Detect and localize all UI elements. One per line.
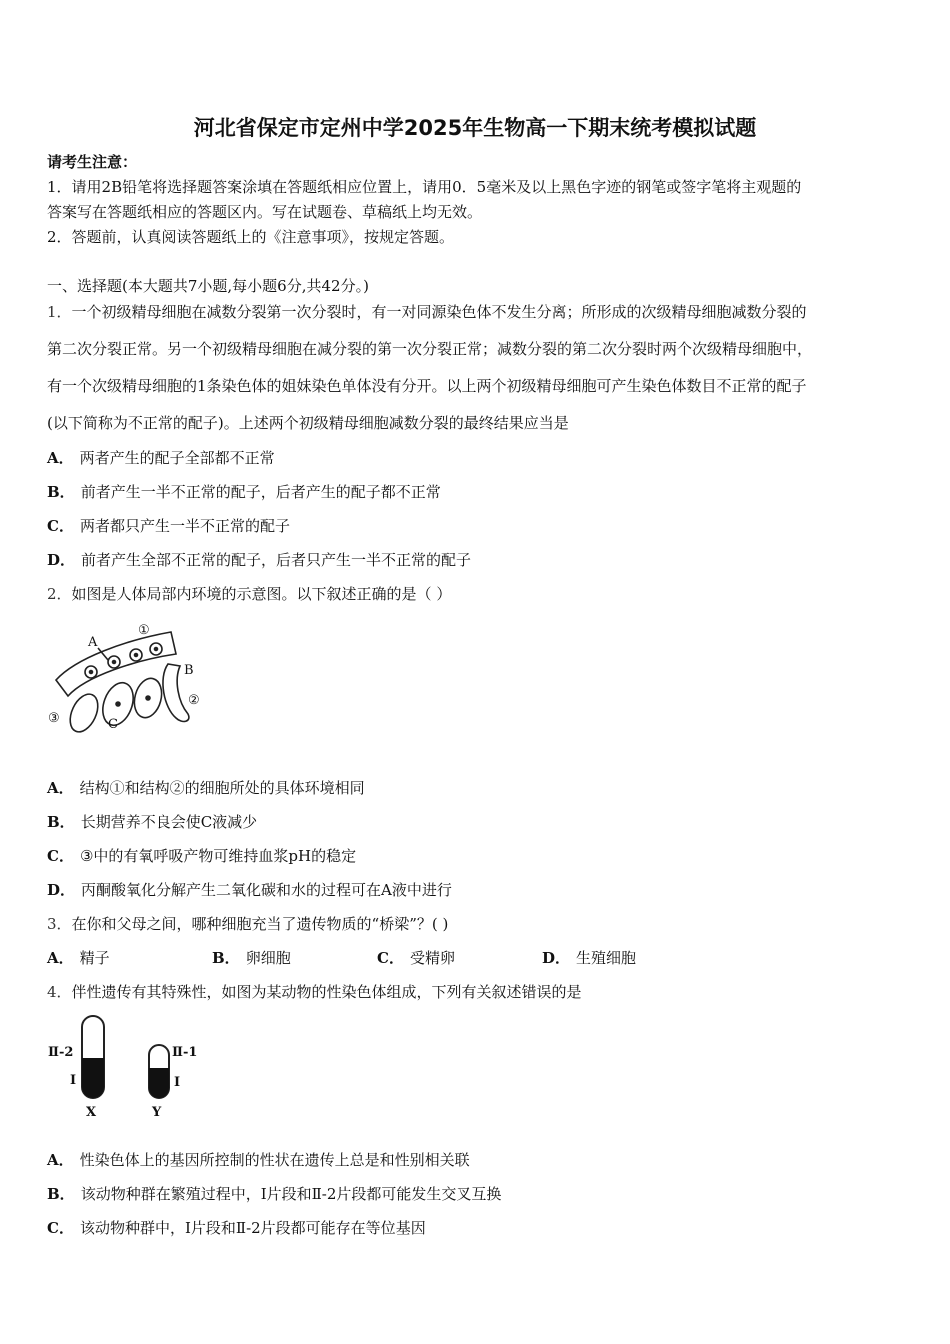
question-3-stem (47, 914, 448, 934)
q3-option-c[interactable]: C． 受精卵 (377, 949, 455, 967)
label-b: B (184, 663, 194, 678)
q2-option-c[interactable]: C． ③中的有氧呼吸产物可维持血浆pH的稳定 (47, 847, 357, 865)
question-1-line-4: (以下简称为不正常的配子)。上述两个初级精母细胞减数分裂的最终结果应当是 (47, 414, 569, 432)
q3-option-d[interactable]: D． 生殖细胞 (542, 949, 637, 967)
q4-option-b[interactable]: B． 该动物种群在繁殖过程中，Ⅰ片段和Ⅱ-2片段都可能发生交叉互换 (47, 1185, 502, 1203)
question-1-line-1 (47, 302, 807, 322)
q3-option-b[interactable]: B． 卵细胞 (212, 949, 291, 967)
section-heading: 一、选择题(本大题共7小题,每小题6分,共42分。) (47, 277, 369, 295)
label-3: ③ (48, 711, 60, 726)
q4-option-a[interactable]: A． 性染色体上的基因所控制的性状在遗传上总是和性别相关联 (47, 1151, 470, 1169)
q2-option-a[interactable]: A． 结构①和结构②的细胞所处的具体环境相同 (47, 779, 365, 797)
question-1-line-3: 有一个次级精母细胞的1条染色体的姐妹染色单体没有分开。以上两个初级精母细胞可产生染色体数目不正常的配子 (47, 377, 807, 395)
notice-line-2: 答案写在答题纸相应的答题区内。写在试题卷、草稿纸上均无效。 (47, 203, 483, 221)
label-y: Y (152, 1105, 162, 1120)
question-4-stem (47, 982, 582, 1002)
label-ii-2: Ⅱ-2 (48, 1045, 74, 1060)
q2-option-b[interactable]: B． 长期营养不良会使C液减少 (47, 813, 258, 831)
label-i-right: Ⅰ (174, 1075, 181, 1090)
label-x: X (86, 1105, 97, 1120)
q1-option-d[interactable]: D． 前者产生全部不正常的配子，后者只产生一半不正常的配子 (47, 551, 472, 569)
question-text: 在你和父母之间，哪种细胞充当了遗传物质的“桥梁”？( ) (71, 915, 449, 933)
q2-option-d[interactable]: D． 丙酮酸氧化分解产生二氧化碳和水的过程可在A液中进行 (47, 881, 452, 899)
question-1-line-2: 第二次分裂正常。另一个初级精母细胞在减分裂的第一次分裂正常；减数分裂的第二次分裂时两个次级精母细胞中， (47, 340, 813, 358)
notice-line-1: 1．请用2B铅笔将选择题答案涂填在答题纸相应位置上，请用0．5毫米及以上黑色字迹的钢笔或签字笔将主观题的 (47, 178, 802, 196)
sex-chromosome-diagram (46, 1012, 216, 1120)
q1-option-a[interactable]: A． 两者产生的配子全部都不正常 (47, 449, 275, 467)
question-number: 1． (47, 303, 72, 321)
label-2: ② (188, 693, 200, 708)
question-text: 如图是人体局部内环境的示意图。以下叙述正确的是（ ） (71, 585, 452, 603)
label-i-left: Ⅰ (70, 1073, 77, 1088)
question-number: 2． (47, 585, 72, 603)
q3-option-a[interactable]: A． 精子 (47, 949, 110, 967)
label-c: C (108, 717, 118, 732)
question-2-stem (47, 584, 451, 604)
label-ii-1: Ⅱ-1 (172, 1045, 198, 1060)
question-number: 3． (47, 915, 72, 933)
q1-option-b[interactable]: B． 前者产生一半不正常的配子，后者产生的配子都不正常 (47, 483, 441, 501)
question-text: 一个初级精母细胞在减数分裂第一次分裂时，有一对同源染色体不发生分离；所形成的次级精母细胞减数分裂的 (71, 303, 807, 321)
q1-option-c[interactable]: C． 两者都只产生一半不正常的配子 (47, 517, 290, 535)
question-text: 伴性遗传有其特殊性，如图为某动物的性染色体组成，下列有关叙述错误的是 (71, 983, 582, 1001)
question-number: 4． (47, 983, 72, 1001)
page-title: 河北省保定市定州中学2025年生物高一下期末统考模拟试题 (193, 116, 757, 140)
q4-option-c[interactable]: C． 该动物种群中，Ⅰ片段和Ⅱ-2片段都可能存在等位基因 (47, 1219, 426, 1237)
label-a: A (88, 635, 98, 650)
label-1: ① (138, 623, 150, 638)
notice-line-3: 2．答题前，认真阅读答题纸上的《注意事项》，按规定答题。 (47, 228, 455, 246)
tissue-diagram (46, 618, 216, 738)
notice-heading: 请考生注意： (47, 153, 138, 171)
